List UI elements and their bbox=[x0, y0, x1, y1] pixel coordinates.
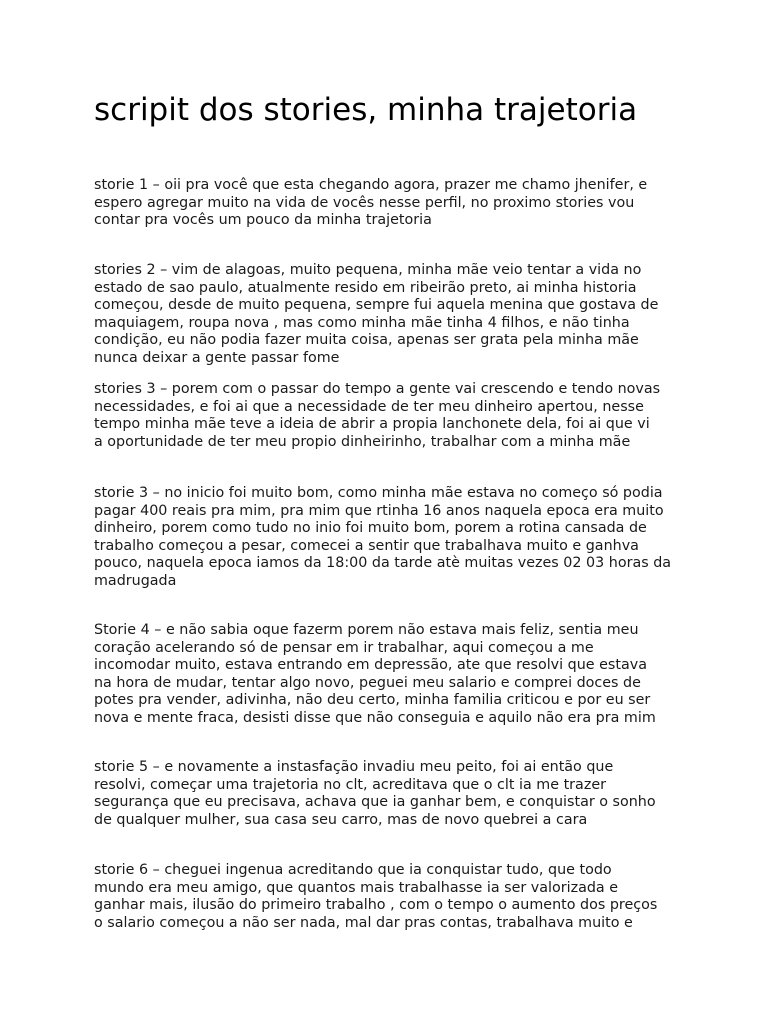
text-line: storie 1 – oii pra você que esta chegando agora, prazer me chamo jhenifer, e bbox=[94, 177, 648, 193]
text-line: potes pra vender, adivinha, não deu certo, minha familia criticou e por eu ser bbox=[94, 692, 651, 708]
text-line: ganhar mais, ilusão do primeiro trabalho , com o tempo o aumento dos preços bbox=[94, 897, 658, 913]
text-line: a oportunidade de ter meu propio dinheirinho, trabalhar com a minha mãe bbox=[94, 433, 631, 450]
text-line: estado de sao paulo, atualmente resido em ribeirão preto, ai minha historia bbox=[94, 279, 637, 296]
text-line: madrugada bbox=[94, 572, 177, 589]
text-line: nunca deixar a gente passar fome bbox=[94, 349, 340, 366]
text-line: coração acelerando só de pensar em ir trabalhar, aqui começou a me bbox=[94, 639, 594, 656]
text-line: espero agregar muito na vida de vocês nesse perfil, no proximo stories vou bbox=[94, 194, 635, 211]
paragraph-stories-3 bbox=[94, 381, 694, 451]
text-line: resolvi, começar uma trajetoria no clt, acreditava que o clt ia me trazer bbox=[94, 776, 607, 793]
text-line: trabalho começou a pesar, comecei a sentir que trabalhava muito e ganhva bbox=[94, 537, 639, 554]
text-line: nova e mente fraca, desisti disse que não conseguia e aquilo não era pra mim bbox=[94, 709, 656, 726]
paragraph-storie-1 bbox=[94, 177, 694, 230]
text-line: stories 2 – vim de alagoas, muito pequena, minha mãe veio tentar a vida no bbox=[94, 262, 642, 278]
text-line: condição, eu não podia fazer muita coisa, apenas ser grata pela minha mãe bbox=[94, 332, 639, 348]
text-line: na hora de mudar, tentar algo novo, peguei meu salario e comprei doces de bbox=[94, 674, 641, 691]
document-title: scripit dos stories, minha trajetoria bbox=[94, 92, 638, 128]
text-line: maquiagem, roupa nova , mas como minha mãe tinha 4 filhos, e não tinha bbox=[94, 314, 630, 331]
text-line: storie 6 – cheguei ingenua acreditando que ia conquistar tudo, que todo bbox=[94, 862, 612, 878]
text-line: começou, desde de muito pequena, sempre fui aquela menina que gostava de bbox=[94, 297, 659, 313]
text-line: storie 5 – e novamente a instasfação invadiu meu peito, foi ai então que bbox=[94, 759, 614, 775]
text-line: stories 3 – porem com o passar do tempo a gente vai crescendo e tendo novas bbox=[94, 381, 661, 397]
paragraph-storie-5 bbox=[94, 759, 694, 829]
text-line: dinheiro, porem como tudo no inio foi muito bom, porem a rotina cansada de bbox=[94, 520, 647, 536]
text-line: contar pra vocês um pouco da minha trajetoria bbox=[94, 212, 432, 228]
text-line: mundo era meu amigo, que quantos mais trabalhasse ia ser valorizada e bbox=[94, 879, 619, 896]
text-line: pagar 400 reais pra mim, pra mim que rtinha 16 anos naquela epoca era muito bbox=[94, 502, 664, 519]
text-line: segurança que eu precisava, achava que ia ganhar bem, e conquistar o sonho bbox=[94, 794, 656, 810]
text-line: Storie 4 – e não sabia oque fazerm porem não estava mais feliz, sentia meu bbox=[94, 622, 639, 638]
text-line: tempo minha mãe teve a ideia de abrir a propia lanchonete dela, foi ai que vi bbox=[94, 416, 650, 432]
text-line: o salario começou a não ser nada, mal dar pras contas, trabalhava muito e bbox=[94, 914, 633, 931]
paragraph-storie-6 bbox=[94, 862, 694, 932]
paragraph-stories-2 bbox=[94, 262, 694, 367]
text-line: necessidades, e foi ai que a necessidade de ter meu dinheiro apertou, nesse bbox=[94, 398, 644, 415]
text-line: pouco, naquela epoca iamos da 18:00 da tarde atè muitas vezes 02 03 horas da bbox=[94, 555, 672, 571]
text-line: storie 3 – no inicio foi muito bom, como minha mãe estava no começo só podia bbox=[94, 485, 663, 501]
text-line: de qualquer mulher, sua casa seu carro, mas de novo quebrei a cara bbox=[94, 811, 588, 828]
text-line: incomodar muito, estava entrando em depressão, ate que resolvi que estava bbox=[94, 657, 647, 673]
paragraph-storie-4 bbox=[94, 622, 694, 727]
paragraph-storie-3-second bbox=[94, 485, 694, 590]
